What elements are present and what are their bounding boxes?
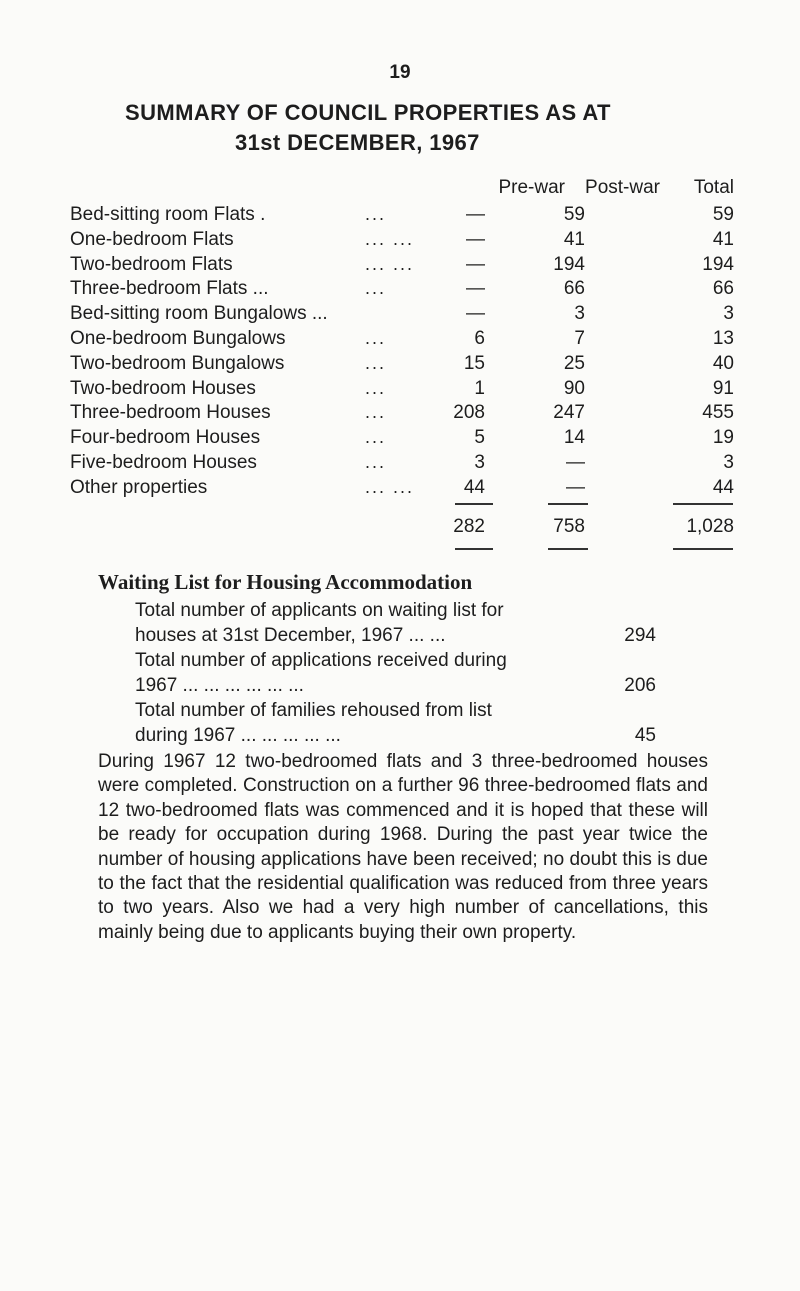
row-value-total: 3 <box>723 303 734 325</box>
row-leader-dots: ... ... <box>365 476 415 497</box>
row-value-prewar: — <box>466 278 485 300</box>
row-label: Other properties <box>70 476 208 498</box>
subtotal-rule-total <box>673 503 733 505</box>
subtotal-rule-pre <box>455 503 493 505</box>
total-total: 1,028 <box>686 516 734 537</box>
row-leader-dots: ... <box>365 402 387 423</box>
column-header-postwar: Post-war <box>585 177 660 198</box>
row-value-total: 13 <box>712 328 734 349</box>
row-value-total: 455 <box>702 402 734 424</box>
row-value-postwar: 247 <box>553 402 585 424</box>
row-value-total: 91 <box>712 377 734 399</box>
row-leader-dots: ... <box>365 204 387 224</box>
row-label: Two-bedroom Bungalows <box>70 352 285 374</box>
total-rule-total <box>673 548 733 550</box>
row-value-prewar: 44 <box>463 476 485 498</box>
row-value-prewar: — <box>466 228 485 250</box>
page-title: SUMMARY OF COUNCIL PROPERTIES AS AT <box>125 100 611 125</box>
table-row <box>0 477 800 505</box>
subtotal-rule-post <box>548 503 588 505</box>
waiting-item1-line2: houses at 31st December, 1967 ... ... <box>135 625 446 646</box>
row-label: Four-bedroom Houses <box>70 427 261 449</box>
row-value-postwar: 90 <box>563 377 585 399</box>
row-value-prewar: 5 <box>474 427 485 449</box>
row-leader-dots: ... <box>365 328 387 348</box>
table-row <box>0 229 800 257</box>
row-value-prewar: — <box>466 253 485 275</box>
table-row <box>0 402 800 430</box>
row-value-total: 3 <box>723 452 734 473</box>
row-leader-dots: ... <box>365 452 387 472</box>
row-value-total: 40 <box>712 352 734 374</box>
row-leader-dots: ... <box>365 352 387 373</box>
waiting-item2-value: 206 <box>624 675 656 696</box>
row-label: One-bedroom Bungalows <box>70 328 286 349</box>
table-row <box>0 328 800 356</box>
row-value-prewar: — <box>466 303 485 325</box>
row-value-prewar: 208 <box>453 402 485 424</box>
waiting-item3-line2: during 1967 ... ... ... ... ... <box>135 725 341 746</box>
row-value-postwar: — <box>566 476 585 498</box>
row-value-prewar: 6 <box>474 328 485 349</box>
row-label: Two-bedroom Flats <box>70 253 233 275</box>
table-row <box>0 353 800 381</box>
row-label: Three-bedroom Houses <box>70 402 271 424</box>
column-header-prewar: Pre-war <box>498 177 565 198</box>
total-prewar: 282 <box>453 516 485 537</box>
row-value-postwar: 3 <box>574 303 585 325</box>
row-value-total: 59 <box>712 204 734 225</box>
row-leader-dots: ... ... <box>365 228 415 249</box>
row-value-postwar: 194 <box>553 253 585 275</box>
row-value-postwar: 7 <box>574 328 585 349</box>
row-label: One-bedroom Flats <box>70 228 234 250</box>
table-row <box>0 452 800 480</box>
row-value-total: 19 <box>712 427 734 449</box>
row-value-postwar: — <box>566 452 585 473</box>
row-leader-dots: ... <box>365 278 387 299</box>
waiting-item2-line2: 1967 ... ... ... ... ... ... <box>135 675 304 696</box>
row-leader-dots: ... <box>365 377 387 398</box>
table-row <box>0 427 800 455</box>
row-value-total: 66 <box>712 278 734 300</box>
row-value-postwar: 66 <box>563 278 585 300</box>
waiting-item1-value: 294 <box>624 625 656 646</box>
table-row <box>0 303 800 331</box>
page-number: 19 <box>389 62 411 83</box>
row-value-postwar: 59 <box>563 204 585 225</box>
row-value-postwar: 41 <box>563 228 585 250</box>
waiting-item3-value: 45 <box>634 725 656 746</box>
table-row <box>0 378 800 406</box>
total-rule-post <box>548 548 588 550</box>
page-subtitle: 31st DECEMBER, 1967 <box>235 130 480 155</box>
row-label: Bed-sitting room Flats . <box>70 204 266 225</box>
row-value-total: 41 <box>712 228 734 250</box>
row-label: Three-bedroom Flats ... <box>70 278 269 300</box>
row-leader-dots: ... <box>365 427 387 448</box>
row-value-prewar: 3 <box>474 452 485 473</box>
summary-paragraph: During 1967 12 two-bedroomed flats and 3 three-bedroomed houses were completed. Construction on a further 96 three-bedroomed flats and 12 two-bedroomed flats was commenced and it is hoped that these will be ready for occupation during 1968. During the past year twice the number of housing applications have been received; no doubt this is due to the fact that the residential qualification was reduced from three years to two years. Also we had a very high number of cancellations, this mainly being due to applicants buying their own property. <box>98 751 708 943</box>
row-value-prewar: 15 <box>463 352 485 374</box>
row-label: Two-bedroom Houses <box>70 377 256 399</box>
row-value-prewar: — <box>466 204 485 225</box>
row-value-total: 194 <box>702 253 734 275</box>
row-value-postwar: 14 <box>563 427 585 449</box>
table-row <box>0 254 800 282</box>
row-value-total: 44 <box>712 476 734 498</box>
waiting-item3-line1: Total number of families rehoused from list <box>135 700 492 721</box>
waiting-item1-line1: Total number of applicants on waiting list for <box>135 600 504 621</box>
row-leader-dots: ... ... <box>365 253 415 274</box>
row-label: Five-bedroom Houses <box>70 452 257 473</box>
total-postwar: 758 <box>553 516 585 537</box>
column-header-total: Total <box>693 177 734 198</box>
row-value-prewar: 1 <box>474 377 485 399</box>
table-row <box>0 204 800 232</box>
row-label: Bed-sitting room Bungalows ... <box>70 303 328 325</box>
waiting-list-heading: Waiting List for Housing Accommodation <box>98 570 473 594</box>
table-row <box>0 278 800 306</box>
total-rule-pre <box>455 548 493 550</box>
row-value-postwar: 25 <box>563 352 585 374</box>
waiting-item2-line1: Total number of applications received during <box>135 650 507 671</box>
